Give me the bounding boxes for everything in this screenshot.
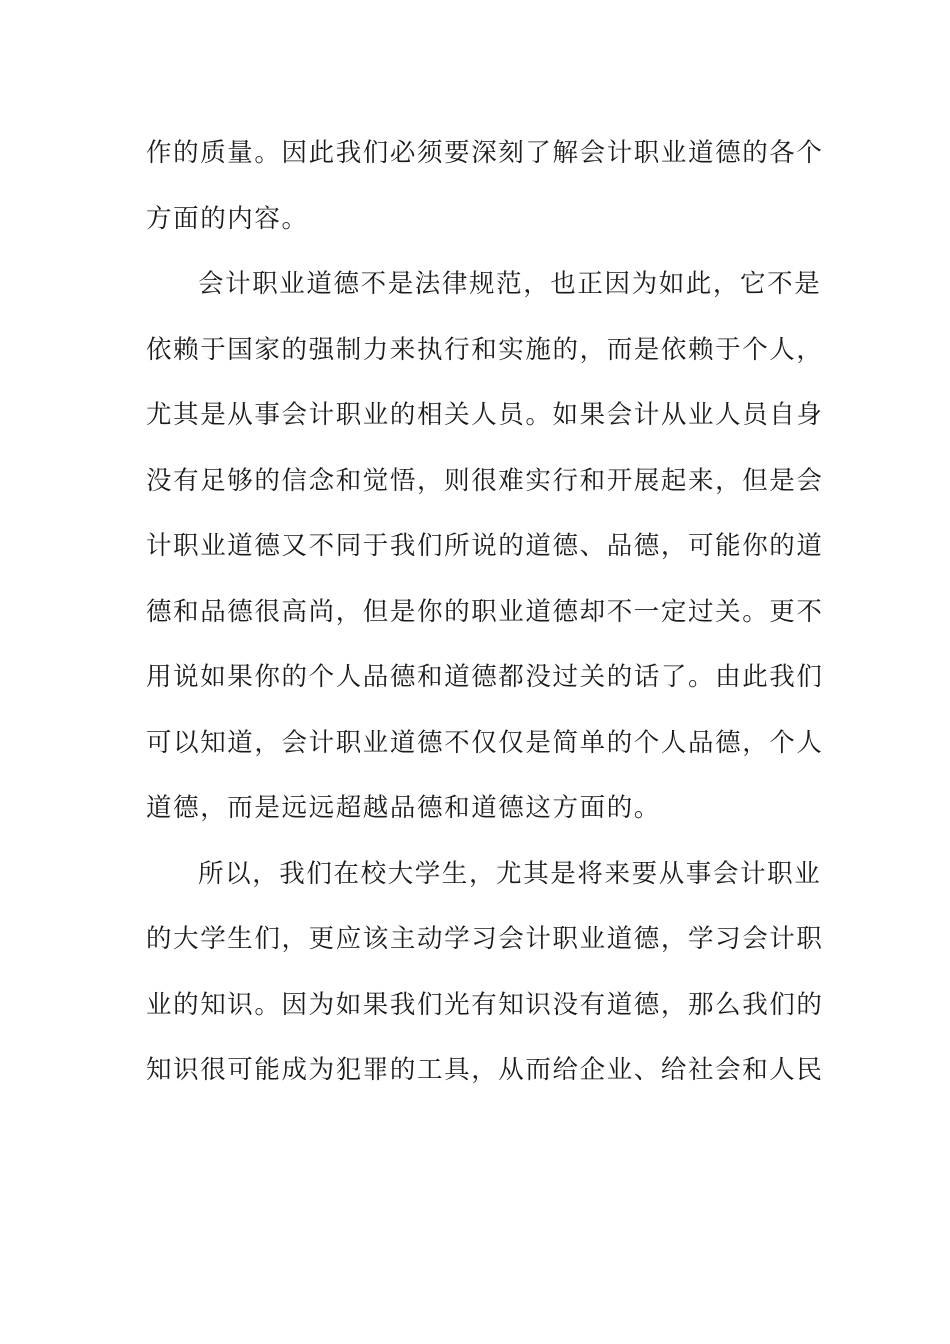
text-line: 知识很可能成为犯罪的工具，从而给企业、给社会和人民	[146, 1055, 824, 1085]
text-line: 方面的内容。	[146, 203, 309, 234]
text-line: 的大学生们，更应该主动学习会计职业道德，学习会计职	[146, 924, 824, 954]
text-line: 依赖于国家的强制力来执行和实施的，而是依赖于个人，	[146, 334, 824, 365]
text-line: 业的知识。因为如果我们光有知识没有道德，那么我们的	[146, 989, 824, 1020]
text-line: 所以，我们在校大学生，尤其是将来要从事会计职业	[198, 858, 822, 889]
text-line: 可以知道，会计职业道德不仅仅是简单的个人品德，个人	[146, 727, 824, 758]
text-line: 道德，而是远远超越品德和道德这方面的。	[146, 793, 661, 823]
paragraph-3	[146, 847, 824, 1109]
text-line: 德和品德很高尚，但是你的职业道德却不一定过关。更不	[146, 596, 824, 627]
text-line: 没有足够的信念和觉悟，则很难实行和开展起来，但是会	[146, 465, 824, 496]
paragraph-2	[146, 257, 824, 847]
text-line: 用说如果你的个人品德和道德都没过关的话了。由此我们	[146, 662, 824, 692]
document-body	[146, 126, 824, 1109]
paragraph-1	[146, 126, 824, 257]
text-line: 会计职业道德不是法律规范，也正因为如此，它不是	[198, 269, 822, 299]
text-line: 计职业道德又不同于我们所说的道德、品德，可能你的道	[146, 531, 824, 561]
text-line: 作的质量。因此我们必须要深刻了解会计职业道德的各个	[146, 138, 824, 168]
text-line: 尤其是从事会计职业的相关人员。如果会计从业人员自身	[146, 400, 824, 430]
